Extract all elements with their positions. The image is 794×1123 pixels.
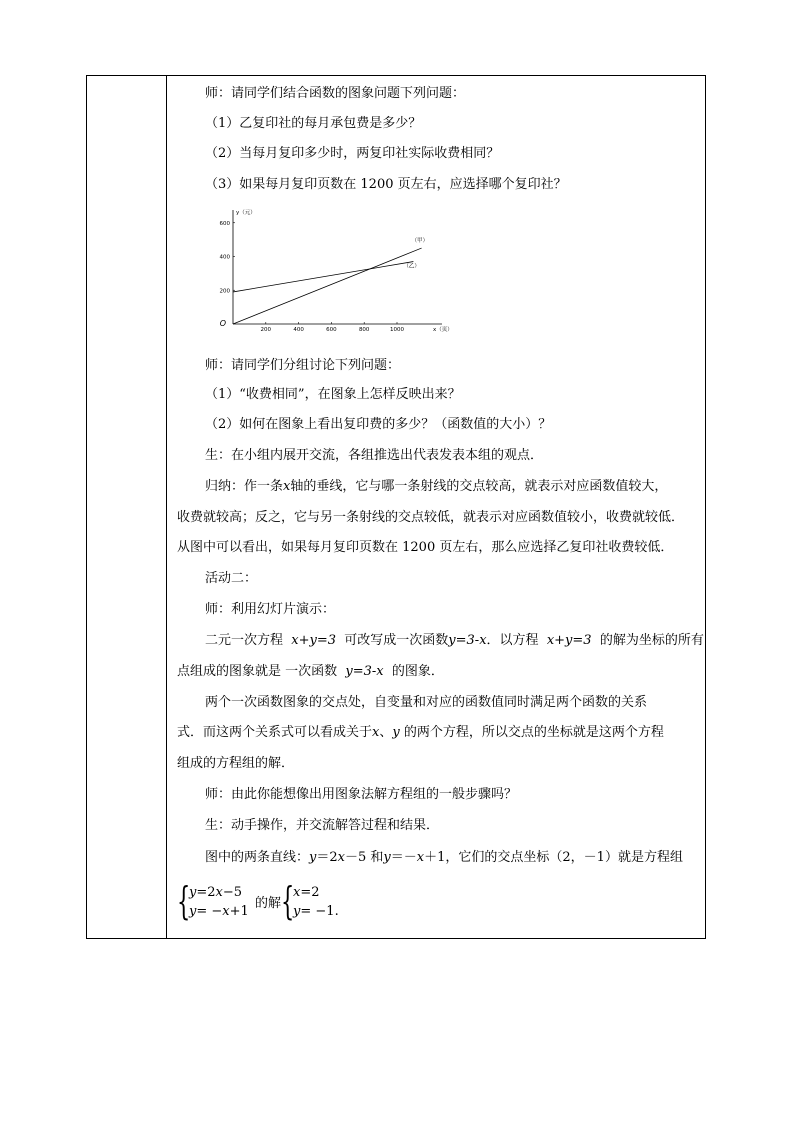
math-var: x <box>215 885 223 900</box>
series-label: （乙） <box>403 263 420 270</box>
left-brace: { <box>177 879 191 923</box>
system-line <box>189 904 249 920</box>
text-line: （2）如何在图象上看出复印费的多少？（函数值的大小）？ <box>205 417 552 432</box>
math-run: =2 <box>300 885 320 900</box>
text-run: ＝2 <box>316 850 338 865</box>
lesson-table <box>86 75 706 939</box>
text-run: 点组成的图象就是 一次函数 <box>177 664 338 679</box>
text-run: 的解为坐标的所有 <box>599 633 704 648</box>
text-line <box>205 850 683 866</box>
text-run: 、 <box>379 725 393 740</box>
text-run: 的两个方程，所以交点的坐标就是这两个方程 <box>403 725 664 740</box>
y-tick-label: 200 <box>219 288 230 295</box>
math-var: x <box>416 850 425 865</box>
math-run: +1 <box>229 904 249 919</box>
math-var: x <box>283 479 291 494</box>
math-var: y <box>309 850 317 865</box>
text-line: 活动二： <box>205 571 258 586</box>
system-line <box>293 885 320 901</box>
math-var: x <box>372 725 380 740</box>
x-tick-label: 800 <box>358 327 370 333</box>
text-run: 二元一次方程 <box>205 633 284 648</box>
column-divider <box>166 76 167 938</box>
text-run: －5 和 <box>345 850 384 865</box>
text-line: （1）“收费相同”，在图象上怎样反映出来？ <box>205 387 461 402</box>
math-run: = − <box>196 904 223 919</box>
text-run: 的图象． <box>391 664 444 679</box>
text-line: 师：利用幻灯片演示： <box>205 602 336 617</box>
x-axis-label: x（页） <box>433 327 453 333</box>
x-tick-label: 400 <box>293 327 304 333</box>
text-line: 师：请同学们分组讨论下列问题： <box>205 358 401 373</box>
x-tick-label: 1000 <box>390 327 404 333</box>
text-line: 生：在小组内展开交流，各组推选出代表发表本组的观点． <box>205 448 544 463</box>
line-chart <box>211 210 453 340</box>
text-line: 生：动手操作，并交流解答过程和结果． <box>205 818 440 833</box>
math-var: y <box>189 904 197 919</box>
text-line <box>205 633 704 649</box>
math-var: x <box>337 850 345 865</box>
system-line <box>293 904 339 920</box>
text-line <box>205 479 667 495</box>
math-run: −5 <box>222 885 243 900</box>
math-expr: y=3-x <box>448 633 487 648</box>
text-line: 组成的方程组的解． <box>177 756 295 771</box>
text-line: 从图中可以看出，如果每月复印页数在 1200 页左右，那么应选择乙复印社收费较低． <box>177 540 674 555</box>
math-var: y <box>392 725 400 740</box>
text-run: 归纳：作一条 <box>205 479 284 494</box>
text-line: （3）如果每月复印页数在 1200 页左右，应选择哪个复印社？ <box>205 177 567 192</box>
math-run: =2 <box>196 885 216 900</box>
text-line: 收费就较高；反之，它与另一条射线的交点较低，就表示对应函数值较小，收费就较低． <box>177 510 685 525</box>
math-expr: y=3-x <box>345 664 384 679</box>
text-run: 式．而这两个关系式可以看成关于 <box>177 725 373 740</box>
x-tick-label: 600 <box>326 327 337 333</box>
text-line: （2）当每月复印多少时，两复印社实际收费相同？ <box>205 146 500 161</box>
math-expr: x+y=3 <box>546 633 592 648</box>
text-run: 图中的两条直线： <box>205 850 310 865</box>
text-run: ＝－ <box>390 850 417 865</box>
y-tick-label: 600 <box>219 220 230 227</box>
origin-label: O <box>219 319 226 328</box>
y-tick-label: 400 <box>219 254 230 261</box>
y-axis-label: y（元） <box>236 210 256 216</box>
math-var: y <box>293 904 301 919</box>
text-run: 可改写成一次函数 <box>344 633 449 648</box>
text-run: 轴的垂线，它与哪一条射线的交点较高，就表示对应函数值较大， <box>290 479 668 494</box>
math-expr: x+y=3 <box>291 633 337 648</box>
left-brace: { <box>281 879 295 923</box>
system-line <box>189 885 242 901</box>
math-var: y <box>383 850 391 865</box>
math-var: y <box>189 885 197 900</box>
math-run: . <box>334 904 339 919</box>
text-run: ＋1，它们的交点坐标（2，－1）就是方程组 <box>424 850 683 865</box>
text-line: （1）乙复印社的每月承包费是多少？ <box>205 116 422 131</box>
text-line: 师：由此你能想像出用图象法解方程组的一般步骤吗？ <box>205 787 518 802</box>
math-run: = −1 <box>300 904 335 919</box>
text-run: ．以方程 <box>486 633 539 648</box>
system-connector: 的解 <box>255 896 282 911</box>
math-var: x <box>293 885 301 900</box>
text-line: 两个一次函数图象的交点处，自变量和对应的函数值同时满足两个函数的关系 <box>205 695 648 710</box>
text-line: 师：请同学们结合函数的图象问题下列问题： <box>205 86 466 101</box>
series-label: （甲） <box>411 238 429 245</box>
x-tick-label: 200 <box>260 327 272 333</box>
text-line <box>177 725 664 741</box>
text-line <box>177 664 444 680</box>
series-line <box>233 248 422 324</box>
math-var: x <box>222 904 230 919</box>
